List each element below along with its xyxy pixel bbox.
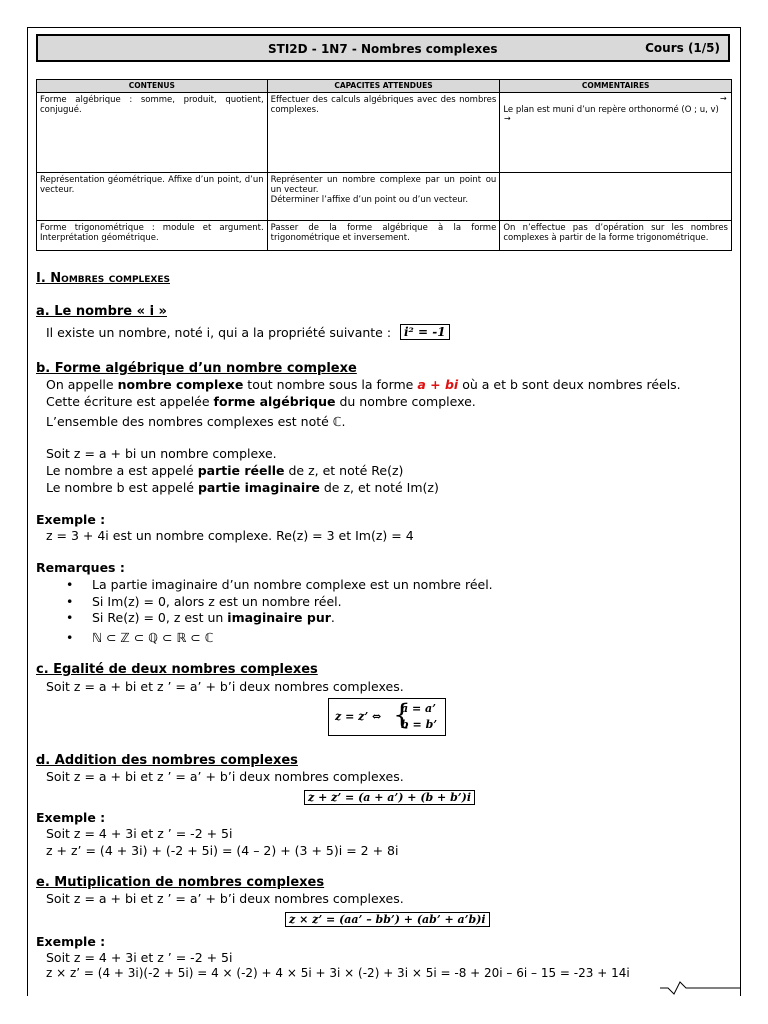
equality-top: a = a’ bbox=[401, 702, 436, 715]
table-header-row bbox=[37, 80, 732, 93]
equality-bottom: b = b’ bbox=[401, 718, 438, 731]
example-text: z × z’ = (4 + 3i)(-2 + 5i) = 4 × (-2) + 4 × 5i + 3i × (-2) + 3i × 5i = -8 + 20i – 6i – 15 = -23 + 14i bbox=[46, 966, 630, 980]
table-cell: Forme algébrique : somme, produit, quotient, conjugué. bbox=[37, 93, 268, 173]
paragraph: Le nombre b est appelé partie imaginaire de z, et noté Im(z) bbox=[46, 480, 439, 495]
vector-arrow-icon: → bbox=[504, 114, 511, 123]
header-title: STI2D - 1N7 - Nombres complexes bbox=[268, 42, 498, 56]
remarks-label: Remarques : bbox=[36, 560, 125, 575]
program-table bbox=[36, 79, 732, 251]
subsection-title: c. Egalité de deux nombres complexes bbox=[36, 662, 318, 677]
table-row bbox=[37, 173, 732, 221]
paragraph: Soit z = a + bi et z ’ = a’ + b’i deux nombres complexes. bbox=[46, 769, 404, 784]
paragraph: Soit z = a + bi un nombre complexe. bbox=[46, 446, 277, 461]
example-label: Exemple : bbox=[36, 810, 106, 825]
table-header: CAPACITES ATTENDUES bbox=[267, 80, 500, 93]
example-text: Soit z = 4 + 3i et z ’ = -2 + 5i bbox=[46, 950, 233, 965]
formula-box: z + z’ = (a + a’) + (b + b’)i bbox=[304, 790, 475, 805]
table-cell: Représenter un nombre complexe par un point ou un vecteur. Déterminer l’affixe d’un point ou d’un vecteur. bbox=[267, 173, 500, 221]
subsection-title: a. Le nombre « i » bbox=[36, 304, 167, 319]
equality-left: z = z’ ⇔ bbox=[335, 710, 382, 723]
equality-box bbox=[328, 698, 446, 736]
table-cell bbox=[500, 173, 732, 221]
brace-icon: { bbox=[393, 698, 411, 731]
example-text: z = 3 + 4i est un nombre complexe. Re(z) = 3 et Im(z) = 4 bbox=[46, 528, 414, 543]
table-row bbox=[37, 221, 732, 251]
table-row bbox=[37, 93, 732, 173]
header-page-label: Cours (1/5) bbox=[645, 41, 720, 55]
list-item: • Si Re(z) = 0, z est un imaginaire pur. bbox=[92, 610, 335, 625]
example-text: Soit z = 4 + 3i et z ’ = -2 + 5i bbox=[46, 826, 233, 841]
table-cell: Représentation géométrique. Affixe d’un point, d’un vecteur. bbox=[37, 173, 268, 221]
paragraph: Cette écriture est appelée forme algébrique du nombre complexe. bbox=[46, 394, 476, 409]
subsection-title: b. Forme algébrique d’un nombre complexe bbox=[36, 361, 357, 376]
paragraph: On appelle nombre complexe tout nombre sous la forme a + bi où a et b sont deux nombres réels. bbox=[46, 377, 681, 392]
paragraph: L’ensemble des nombres complexes est noté ℂ. bbox=[46, 414, 346, 429]
page-corner-mark bbox=[660, 980, 740, 996]
subsection-title: e. Mutiplication de nombres complexes bbox=[36, 875, 325, 890]
document-header bbox=[36, 34, 730, 62]
example-label: Exemple : bbox=[36, 512, 106, 527]
list-item: • Si Im(z) = 0, alors z est un nombre réel. bbox=[92, 594, 342, 609]
paragraph: Soit z = a + bi et z ’ = a’ + b’i deux nombres complexes. bbox=[46, 891, 404, 906]
example-text: z + z’ = (4 + 3i) + (-2 + 5i) = (4 – 2) + (3 + 5)i = 2 + 8i bbox=[46, 843, 399, 858]
list-item: • La partie imaginaire d’un nombre complexe est un nombre réel. bbox=[92, 577, 493, 592]
table-header: CONTENUS bbox=[37, 80, 268, 93]
table-header: COMMENTAIRES bbox=[500, 80, 732, 93]
table-cell: Forme trigonométrique : module et argument. Interprétation géométrique. bbox=[37, 221, 268, 251]
paragraph: Soit z = a + bi et z ’ = a’ + b’i deux nombres complexes. bbox=[46, 679, 404, 694]
formula-box: i² = -1 bbox=[400, 324, 450, 340]
table-cell: Effectuer des calculs algébriques avec des nombres complexes. bbox=[267, 93, 500, 173]
list-item: • ℕ ⊂ ℤ ⊂ ℚ ⊂ ℝ ⊂ ℂ bbox=[92, 630, 213, 645]
subsection-title: d. Addition des nombres complexes bbox=[36, 753, 298, 768]
formula-box: z × z’ = (aa’ – bb’) + (ab’ + a’b)i bbox=[285, 912, 490, 927]
table-cell: On n’effectue pas d’opération sur les nombres complexes à partir de la forme trigonométrique. bbox=[500, 221, 732, 251]
table-cell: Passer de la forme algébrique à la forme trigonométrique et inversement. bbox=[267, 221, 500, 251]
paragraph: Le nombre a est appelé partie réelle de z, et noté Re(z) bbox=[46, 463, 404, 478]
table-cell: Le plan est muni d’un repère orthonormé (O ; u, v) bbox=[500, 93, 732, 173]
section-title: I. Nombres complexes bbox=[36, 271, 170, 286]
example-label: Exemple : bbox=[36, 934, 106, 949]
paragraph: Il existe un nombre, noté i, qui a la propriété suivante : bbox=[46, 325, 392, 340]
vector-arrow-icon: → bbox=[720, 94, 727, 103]
